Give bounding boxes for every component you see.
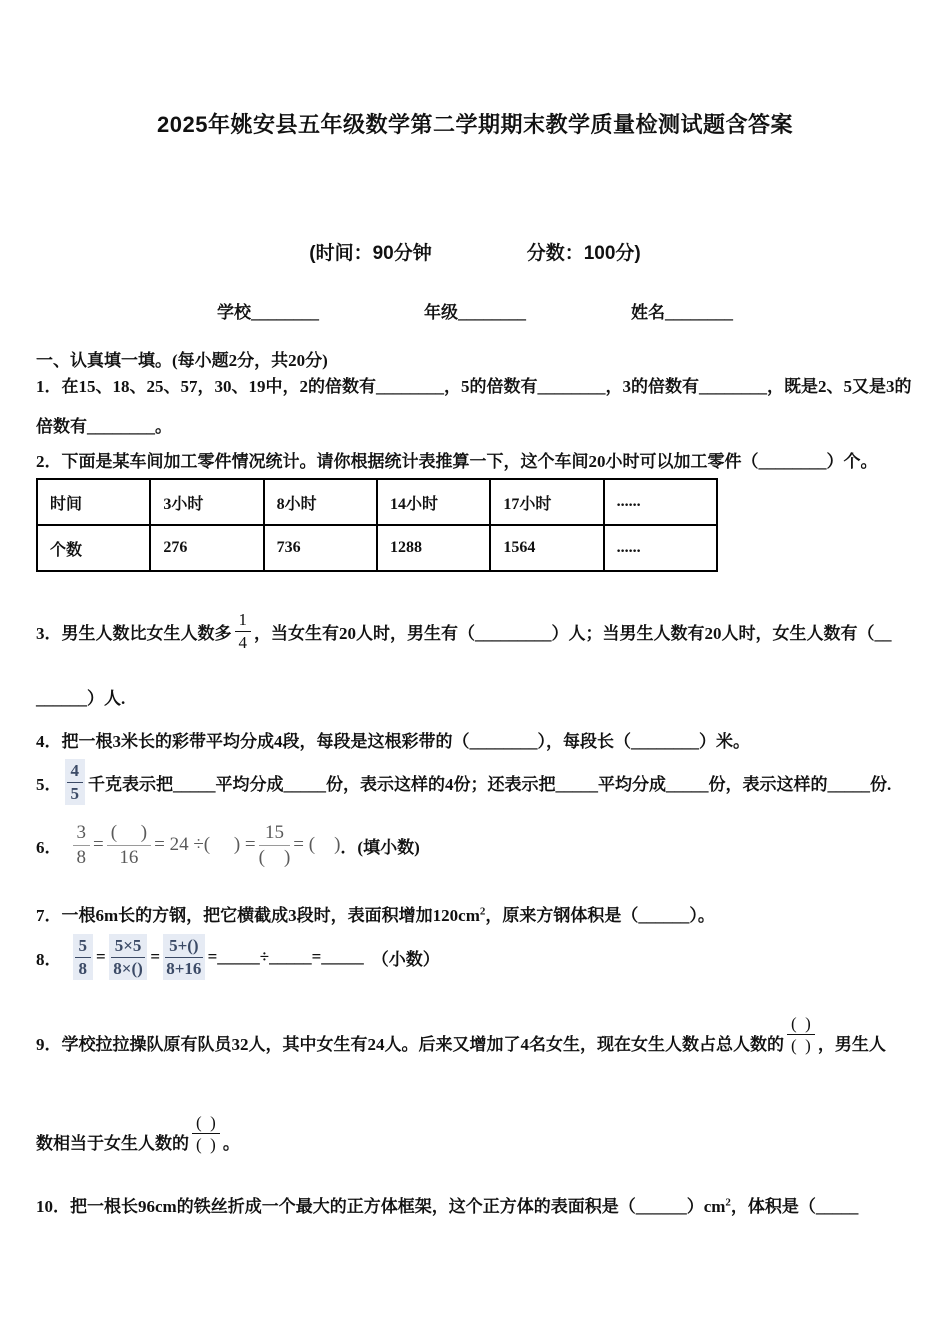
question-4-text: 4．把一根3米长的彩带平均分成4段，每段是这根彩带的（________），每段长（________）米。 [36, 732, 750, 751]
question-3-post: ，当女生有20人时，男生有（_________）人；当男生人数有20人时，女生人数有（__ [254, 623, 892, 643]
question-7-pre: 7．一根6m长的方钢，把它横截成3段时，表面积增加120cm [36, 906, 480, 925]
fraction-5x5-over-8x-blank: $\frac{5\times 5}{8\times()}$ [109, 934, 148, 979]
table-cell: 1564 [490, 525, 603, 571]
school-field: 学校________ [217, 303, 319, 322]
equation-end: = ( ) [293, 834, 341, 855]
table-cell: 17小时 [490, 479, 603, 525]
question-5-line [36, 756, 891, 808]
table-cell: 276 [150, 525, 263, 571]
question-9-line2-pre: 数相当于女生人数的 [36, 1134, 189, 1153]
fraction-blank-over-16: $\frac{( )}{16}$ [107, 822, 151, 868]
time-limit: (时间：90分钟 [309, 243, 432, 264]
question-5-text: 千克表示把_____平均分成_____份，表示这样的4份；还表示把_____平均分成_____份，表示这样的_____份. [88, 774, 892, 794]
table-cell: ...... [604, 479, 717, 525]
question-9-line-2 [36, 1092, 240, 1154]
table-row [37, 525, 717, 571]
question-5-number: 5． [36, 774, 62, 794]
table-cell: 时间 [37, 479, 150, 525]
fraction-5plus-blank-over-8plus16: $\frac{5+()}{8+16}$ [163, 934, 205, 979]
question-6-equation [70, 822, 341, 868]
question-10-pre: 10．把一根长96cm的铁丝折成一个最大的正方体框架，这个正方体的表面积是（______）cm [36, 1197, 726, 1216]
question-7-text [36, 901, 715, 926]
fraction-three-eighths: $\frac{3}{8}$ [73, 822, 91, 868]
question-9-post: ，男生人 [817, 1035, 886, 1054]
question-6-line [36, 816, 420, 874]
page-title: 2025年姚安县五年级数学第二学期期末教学质量检测试题含答案 [157, 112, 793, 137]
superscript-2: 2 [725, 1196, 731, 1209]
question-8-blanks: =_____÷_____=_____ [207, 947, 364, 966]
question-7-post: ，原来方钢体积是（______）。 [485, 906, 715, 925]
table-cell: ...... [604, 525, 717, 571]
section-one-heading: 一、认真填一填。(每小题2分，共20分) [36, 351, 328, 370]
question-3-line-1 [36, 600, 892, 662]
equals-sign: = [150, 947, 161, 966]
fraction-four-fifths: $\frac{4}{5}$ [65, 759, 86, 804]
question-3-line-2: ______）人. [36, 689, 126, 708]
question-9-line-1 [36, 993, 886, 1055]
question-6-instruction: ．(填小数) [340, 837, 420, 857]
question-8-number: 8． [36, 949, 62, 969]
table-row [37, 479, 717, 525]
question-2-text: 2．下面是某车间加工零件情况统计。请你根据统计表推算一下，这个车间20小时可以加工零件（________）个。 [36, 452, 878, 471]
table-cell: 1288 [377, 525, 490, 571]
equals-sign: = [93, 834, 104, 855]
question-6-number: 6． [36, 837, 62, 857]
question-1-line-2: 倍数有________。 [36, 417, 172, 436]
fraction-one-fourth: $\frac{1}{4}$ [235, 610, 252, 651]
equals-sign: = [96, 947, 106, 966]
fraction-15-over-blank: $\frac{15}{( )}$ [258, 822, 291, 868]
equation-middle: = 24 ÷( ) = [154, 834, 256, 855]
question-9-pre: 9．学校拉拉操队原有队员32人，其中女生有24人。后来又增加了4名女生，现在女生人数占总人数的 [36, 1035, 784, 1054]
time-score-line [0, 238, 950, 265]
grade-field: 年级________ [424, 303, 526, 322]
fraction-five-eighths: $\frac{5}{8}$ [73, 934, 94, 979]
table-cell: 736 [264, 525, 377, 571]
question-10-text [36, 1192, 858, 1217]
total-score: 分数：100分) [526, 243, 641, 264]
question-8-line [36, 930, 440, 984]
table-cell: 14小时 [377, 479, 490, 525]
question-9-line2-post: 。 [222, 1134, 240, 1153]
fraction-blank-over-blank: $\frac{( )}{( )}$ [787, 1014, 815, 1055]
question-3-pre: 3．男生人数比女生人数多 [36, 623, 232, 643]
table-cell: 个数 [37, 525, 150, 571]
question-8-suffix: （小数） [371, 949, 440, 969]
table-cell: 3小时 [150, 479, 263, 525]
superscript-2: 2 [479, 905, 486, 918]
parts-statistics-table [36, 478, 718, 572]
question-10-post: ，体积是（_____ [730, 1197, 859, 1216]
name-field: 姓名________ [631, 303, 733, 322]
fraction-blank-over-blank: $\frac{( )}{( )}$ [192, 1113, 220, 1154]
student-info-line [0, 298, 950, 323]
question-1-line-1: 1．在15、18、25、57，30、19中，2的倍数有________，5的倍数有________，3的倍数有________，既是2、5又是3的 [36, 377, 912, 396]
table-cell: 8小时 [264, 479, 377, 525]
